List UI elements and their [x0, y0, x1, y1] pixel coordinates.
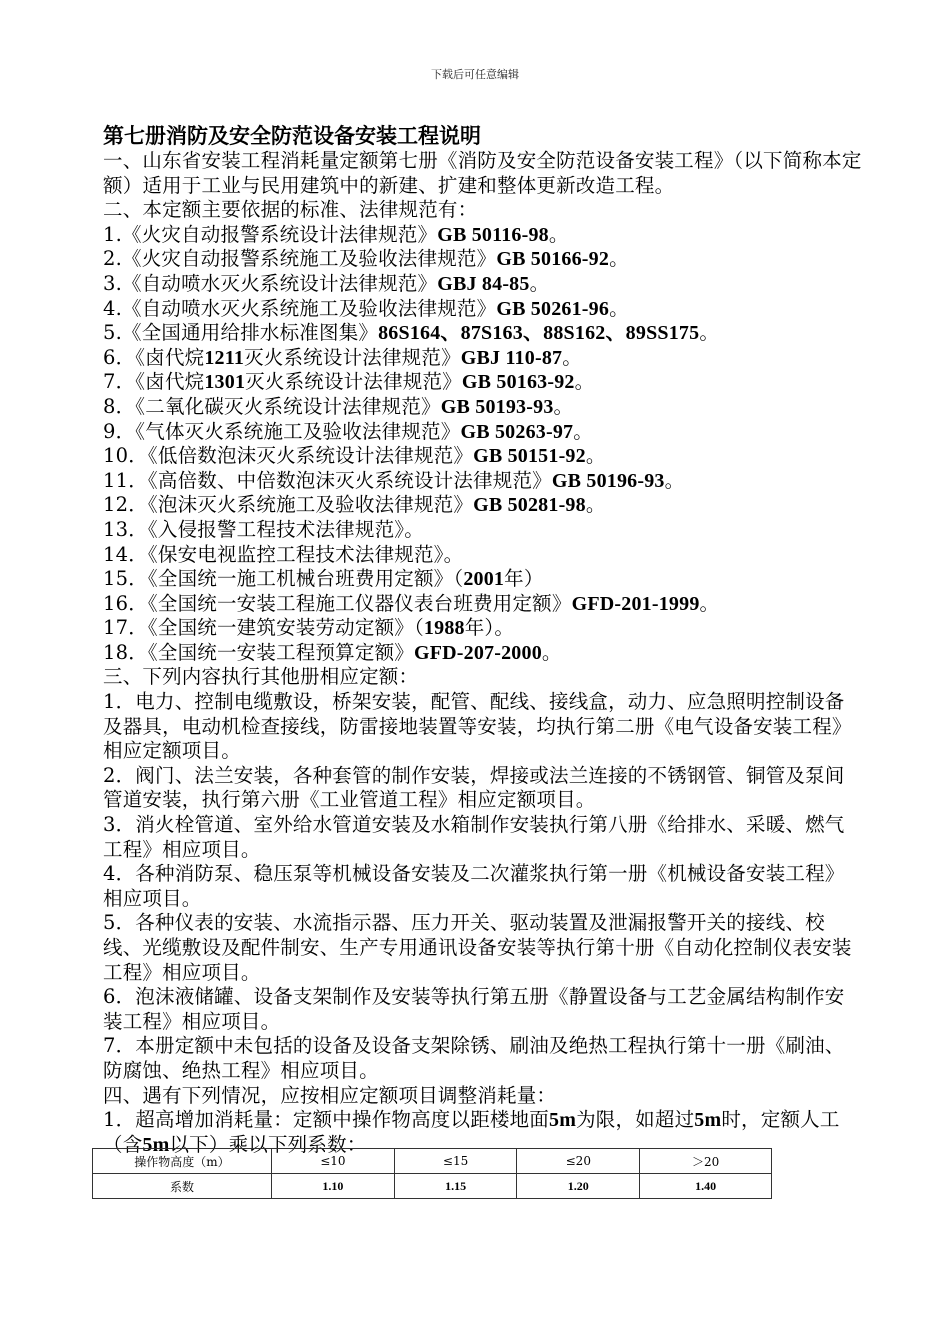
paragraph — [103, 149, 863, 198]
bold-run: GB 50193-93 — [440, 395, 554, 418]
paragraph — [103, 370, 863, 395]
text-run: 时，定额人工（含 — [103, 1108, 840, 1156]
table-row-factors — [93, 1174, 772, 1199]
paragraph — [103, 616, 863, 641]
text-run: 三、下列内容执行其他册相应定额： — [103, 665, 419, 689]
paragraph — [103, 272, 863, 297]
bold-run: GBJ 110-87 — [460, 346, 563, 369]
text-run: 7．《卤代烷 — [103, 370, 205, 394]
text-run: 1．电力、控制电缆敷设，桥架安装，配管、配线、接线盒，动力、应急照明控制设备及器具，电动机检查接线，防雷接地装置等安装，均执行第二册《电气设备安装工程》相应定额项目。 — [103, 690, 852, 763]
text-run: 8．《二氧化碳灭火系统设计法律规范》 — [103, 394, 441, 418]
paragraph — [103, 641, 863, 666]
paragraph — [103, 346, 863, 371]
paragraph — [103, 395, 863, 420]
bold-run: 1301 — [204, 371, 246, 394]
text-run: 11．《高倍数、中倍数泡沫灭火系统设计法律规范》 — [103, 468, 552, 492]
table-cell: 1.10 — [272, 1174, 395, 1199]
paragraph — [103, 592, 863, 617]
bold-run: GB 50263-97 — [460, 420, 574, 443]
header-note: 下载后可任意编辑 — [431, 68, 519, 81]
text-run: 。 — [609, 247, 629, 271]
paragraph — [103, 223, 863, 248]
text-run: 。 — [664, 468, 685, 492]
table-row-heights — [93, 1149, 772, 1174]
paragraph — [103, 297, 863, 322]
paragraph — [103, 420, 863, 445]
bold-run: GB 50163-92 — [461, 371, 575, 394]
paragraph — [103, 543, 863, 568]
text-run: 。 — [699, 321, 720, 345]
table-cell: 1.40 — [640, 1174, 772, 1199]
text-run: 7．本册定额中未包括的设备及设备支架除锈、刷油及绝热工程执行第十一册《刷油、防腐蚀、绝热工程》相应项目。 — [103, 1034, 845, 1082]
paragraph — [103, 518, 863, 543]
text-run: 。 — [573, 419, 593, 443]
paragraph — [103, 321, 863, 346]
text-run: 5．各种仪表的安装、水流指示器、压力开关、驱动装置及泄漏报警开关的接线、校线、光缆敷设及配件制安、生产专用通讯设备安装等执行第十册《自动化控制仪表安装工程》相应项目。 — [103, 911, 852, 984]
paragraph — [103, 911, 863, 985]
paragraph — [103, 1084, 863, 1109]
table-cell: 1.15 — [394, 1174, 517, 1199]
text-run: 3．消火栓管道、室外给水管道安装及水箱制作安装执行第八册《给排水、采暖、燃气工程》相应项目。 — [103, 813, 845, 861]
text-run: 年）。 — [464, 616, 515, 640]
text-run: 。 — [699, 591, 720, 615]
bold-run: 1211 — [204, 346, 245, 369]
bold-run: 2001 — [463, 568, 505, 591]
text-run: 6．《卤代烷 — [103, 345, 205, 369]
text-run: 6．泡沫液储罐、设备支架制作及安装等执行第五册《静置设备与工艺金属结构制作安装工程》相应项目。 — [103, 985, 845, 1033]
text-run: 17．《全国统一建筑安装劳动定额》（ — [103, 616, 424, 640]
document-title: 第七册消防及安全防范设备安装工程说明 — [103, 123, 481, 148]
text-run: 14．《保安电视监控工程技术法律规范》。 — [103, 542, 464, 566]
bold-run: 1988 — [423, 617, 465, 640]
text-run: 。 — [585, 444, 606, 468]
paragraph — [103, 862, 863, 911]
paragraph — [103, 764, 863, 813]
bold-run: GB 50116-98 — [437, 223, 549, 246]
text-run: 。 — [529, 271, 550, 295]
text-run: 9．《气体灭火系统施工及验收法律规范》 — [103, 419, 461, 443]
text-run: 灭火系统设计法律规范》 — [244, 345, 461, 369]
height-factor-table — [92, 1148, 772, 1199]
bold-run: GB 50261-96 — [496, 297, 610, 320]
table-cell: ≤10 — [272, 1149, 395, 1174]
table-header-cell: 操作物高度（m） — [93, 1149, 272, 1174]
paragraph — [103, 247, 863, 272]
text-run: 12．《泡沫灭火系统施工及验收法律规范》 — [103, 493, 474, 517]
bold-run: GB 50281-98 — [473, 494, 586, 517]
text-run: 一、山东省安装工程消耗量定额第七册《消防及安全防范设备安装工程》（以下简称本定额）适用于工业与民用建筑中的新建、扩建和整体更新改造工程。 — [103, 149, 862, 197]
document-body — [103, 122, 863, 1157]
text-run: 2.《火灾自动报警系统施工及验收法律规范》 — [103, 247, 497, 271]
paragraph — [103, 469, 863, 494]
paragraph — [103, 567, 863, 592]
text-run: 5.《全国通用给排水标准图集》 — [103, 321, 379, 345]
text-run: 2．阀门、法兰安装，各种套管的制作安装，焊接或法兰连接的不锈钢管、铜管及泵间管道安装，执行第六册《工业管道工程》相应定额项目。 — [103, 763, 845, 812]
bold-run: 5m — [142, 1133, 170, 1156]
text-run: 4．各种消防泵、稳压泵等机械设备安装及二次灌浆执行第一册《机械设备安装工程》相应项目。 — [103, 862, 845, 910]
table-cell: ≤20 — [517, 1149, 640, 1174]
paragraph — [103, 1034, 863, 1083]
text-run: 。 — [562, 345, 582, 369]
paragraph — [103, 690, 863, 764]
text-run: 。 — [574, 370, 595, 394]
text-run: 1．超高增加消耗量：定额中操作物高度以距楼地面 — [103, 1108, 550, 1132]
table-cell: ＞20 — [640, 1149, 772, 1174]
paragraph — [103, 813, 863, 862]
text-run: 16．《全国统一安装工程施工仪器仪表台班费用定额》 — [103, 591, 572, 615]
table-header-cell: 系数 — [93, 1174, 272, 1199]
text-run: 13．《入侵报警工程技术法律规范》。 — [103, 517, 424, 541]
text-run: 10．《低倍数泡沫灭火系统设计法律规范》 — [103, 444, 474, 468]
text-run: 。 — [553, 394, 574, 418]
text-run: 。 — [585, 493, 606, 517]
table-cell: 1.20 — [517, 1174, 640, 1199]
text-run: 18．《全国统一安装工程预算定额》 — [103, 640, 414, 664]
text-run: 灭火系统设计法律规范》 — [245, 370, 462, 394]
text-run: 15．《全国统一施工机械台班费用定额》（ — [103, 567, 464, 591]
bold-run: 5m — [694, 1109, 722, 1132]
paragraph-list — [103, 149, 863, 1157]
paragraph — [103, 985, 863, 1034]
text-run: 。 — [609, 296, 629, 320]
paragraph — [103, 444, 863, 469]
bold-run: GB 50196-93 — [551, 469, 665, 492]
text-run: 年） — [504, 567, 544, 591]
table-cell: ≤15 — [394, 1149, 517, 1174]
text-run: 以下）乘以下列系数： — [169, 1132, 367, 1156]
paragraph — [103, 493, 863, 518]
bold-run: 86S164、87S163、88S162、89SS175 — [378, 322, 700, 345]
paragraph — [103, 665, 863, 690]
text-run: 4.《自动喷水灭火系统施工及验收法律规范》 — [103, 296, 497, 320]
paragraph — [103, 198, 863, 223]
text-run: 1.《火灾自动报警系统设计法律规范》 — [103, 222, 438, 246]
text-run: 四、遇有下列情况，应按相应定额项目调整消耗量： — [103, 1083, 557, 1107]
text-run: 。 — [548, 222, 569, 246]
text-run: 为限，如超过 — [576, 1108, 695, 1132]
text-run: 。 — [541, 640, 562, 664]
bold-run: GFD-207-2000 — [413, 641, 542, 664]
bold-run: GB 50151-92 — [473, 445, 586, 468]
bold-run: GB 50166-92 — [496, 248, 610, 271]
text-run: 二、本定额主要依据的标准、法律规范有： — [103, 198, 478, 222]
bold-run: GBJ 84-85 — [437, 272, 530, 295]
text-run: 3.《自动喷水灭火系统设计法律规范》 — [103, 271, 438, 295]
bold-run: 5m — [549, 1109, 577, 1132]
bold-run: GFD-201-1999 — [571, 592, 700, 615]
